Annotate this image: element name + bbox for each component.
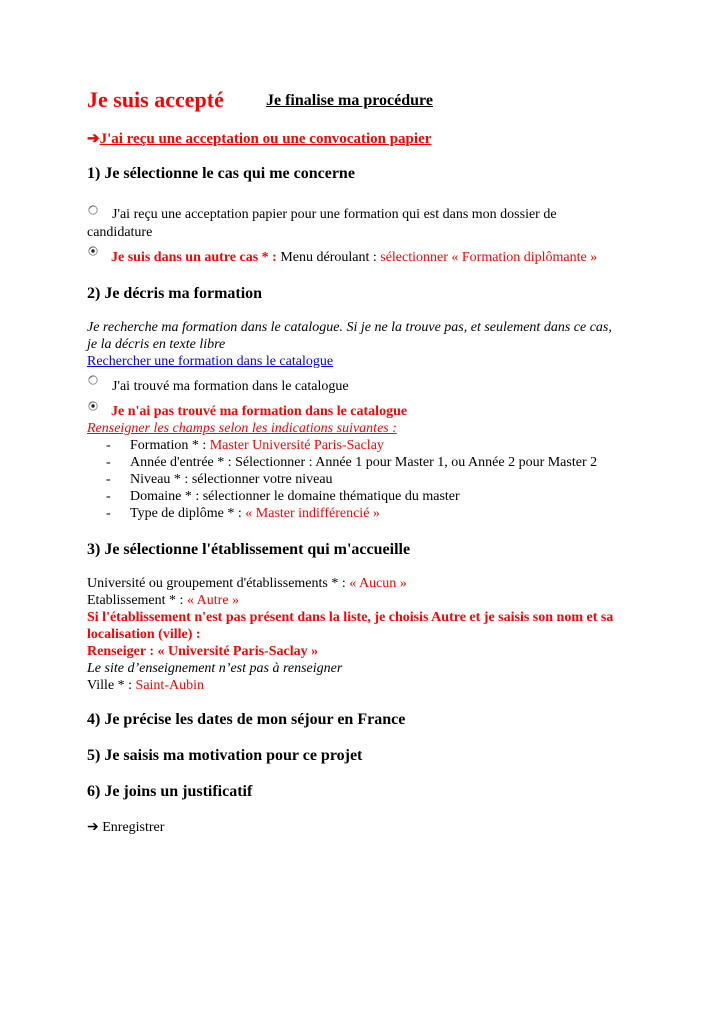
list-item: - [106, 489, 111, 504]
option2-line [111, 250, 597, 266]
radio-not-found-formation[interactable] [88, 401, 98, 411]
list-item: - [106, 506, 111, 521]
renseigner-line: Renseiger : « Université Paris-Saclay » [87, 644, 319, 659]
list-item: - [106, 472, 111, 487]
section2-italic-line2: je la décris en texte libre [87, 337, 226, 352]
option1-line2: candidature [87, 225, 153, 240]
section2-heading: 2) Je décris ma formation [87, 285, 263, 302]
note-line2: localisation (ville) : [87, 627, 201, 642]
option2-mid: Menu déroulant : [276, 250, 381, 265]
radio-option-other-case[interactable] [88, 246, 98, 256]
site-note: Le site d’enseignement n’est pas à renseigner [87, 661, 343, 676]
instruction-text: Renseigner les champs selon les indications suivantes : [87, 421, 397, 436]
not-found-formation-label: Je n'ai pas trouvé ma formation dans le catalogue [111, 404, 408, 419]
page-subtitle: Je finalise ma procédure [266, 92, 433, 109]
intro-text: J'ai reçu une acceptation ou une convocation papier [99, 131, 432, 147]
save-label: Enregistrer [102, 820, 165, 835]
list-item-type-diplome: Type de diplôme * : « Master indifférencié » [130, 506, 380, 521]
note-line1: Si l'établissement n'est pas présent dans la liste, je choisis Autre et je saisis son nom et sa [87, 610, 614, 625]
radio-found-formation[interactable] [88, 375, 98, 385]
list-item: - [106, 455, 111, 470]
found-formation-label: J'ai trouvé ma formation dans le catalogue [112, 379, 349, 394]
section3-heading: 3) Je sélectionne l'établissement qui m'accueille [87, 541, 411, 558]
option2-label: Je suis dans un autre cas * : [111, 250, 277, 265]
ville-line: Ville * : Saint-Aubin [87, 678, 204, 693]
list-item-domaine: Domaine * : sélectionner le domaine thématique du master [130, 489, 460, 504]
catalogue-search-link[interactable]: Rechercher une formation dans le catalogue [87, 354, 334, 369]
list-item-niveau: Niveau * : sélectionner votre niveau [130, 472, 333, 487]
radio-option-accepted-paper[interactable] [88, 205, 98, 215]
list-item-annee: Année d'entrée * : Sélectionner : Année 1 pour Master 1, ou Année 2 pour Master 2 [130, 455, 598, 470]
section5-heading: 5) Je saisis ma motivation pour ce projet [87, 747, 363, 764]
arrow-right-icon: ➔ [87, 820, 99, 835]
section6-heading: 6) Je joins un justificatif [87, 783, 253, 800]
etab-line: Etablissement * : « Autre » [87, 593, 240, 608]
page-title: Je suis accepté [87, 87, 224, 112]
option1-line1: J'ai reçu une acceptation papier pour une formation qui est dans mon dossier de [112, 207, 557, 222]
list-item-formation: Formation * : Master Université Paris-Saclay [130, 438, 384, 453]
univ-line: Université ou groupement d'établissements * : « Aucun » [87, 576, 407, 591]
save-action[interactable] [87, 819, 164, 836]
section2-italic-line1: Je recherche ma formation dans le catalogue. Si je ne la trouve pas, et seulement dans ce cas, [87, 320, 612, 335]
list-item: - [106, 438, 111, 453]
intro-line [87, 129, 431, 148]
arrow-right-icon: ➔ [87, 131, 100, 147]
option2-value: sélectionner « Formation diplômante » [380, 250, 598, 265]
section1-heading: 1) Je sélectionne le cas qui me concerne [87, 165, 355, 182]
section4-heading: 4) Je précise les dates de mon séjour en France [87, 711, 406, 728]
